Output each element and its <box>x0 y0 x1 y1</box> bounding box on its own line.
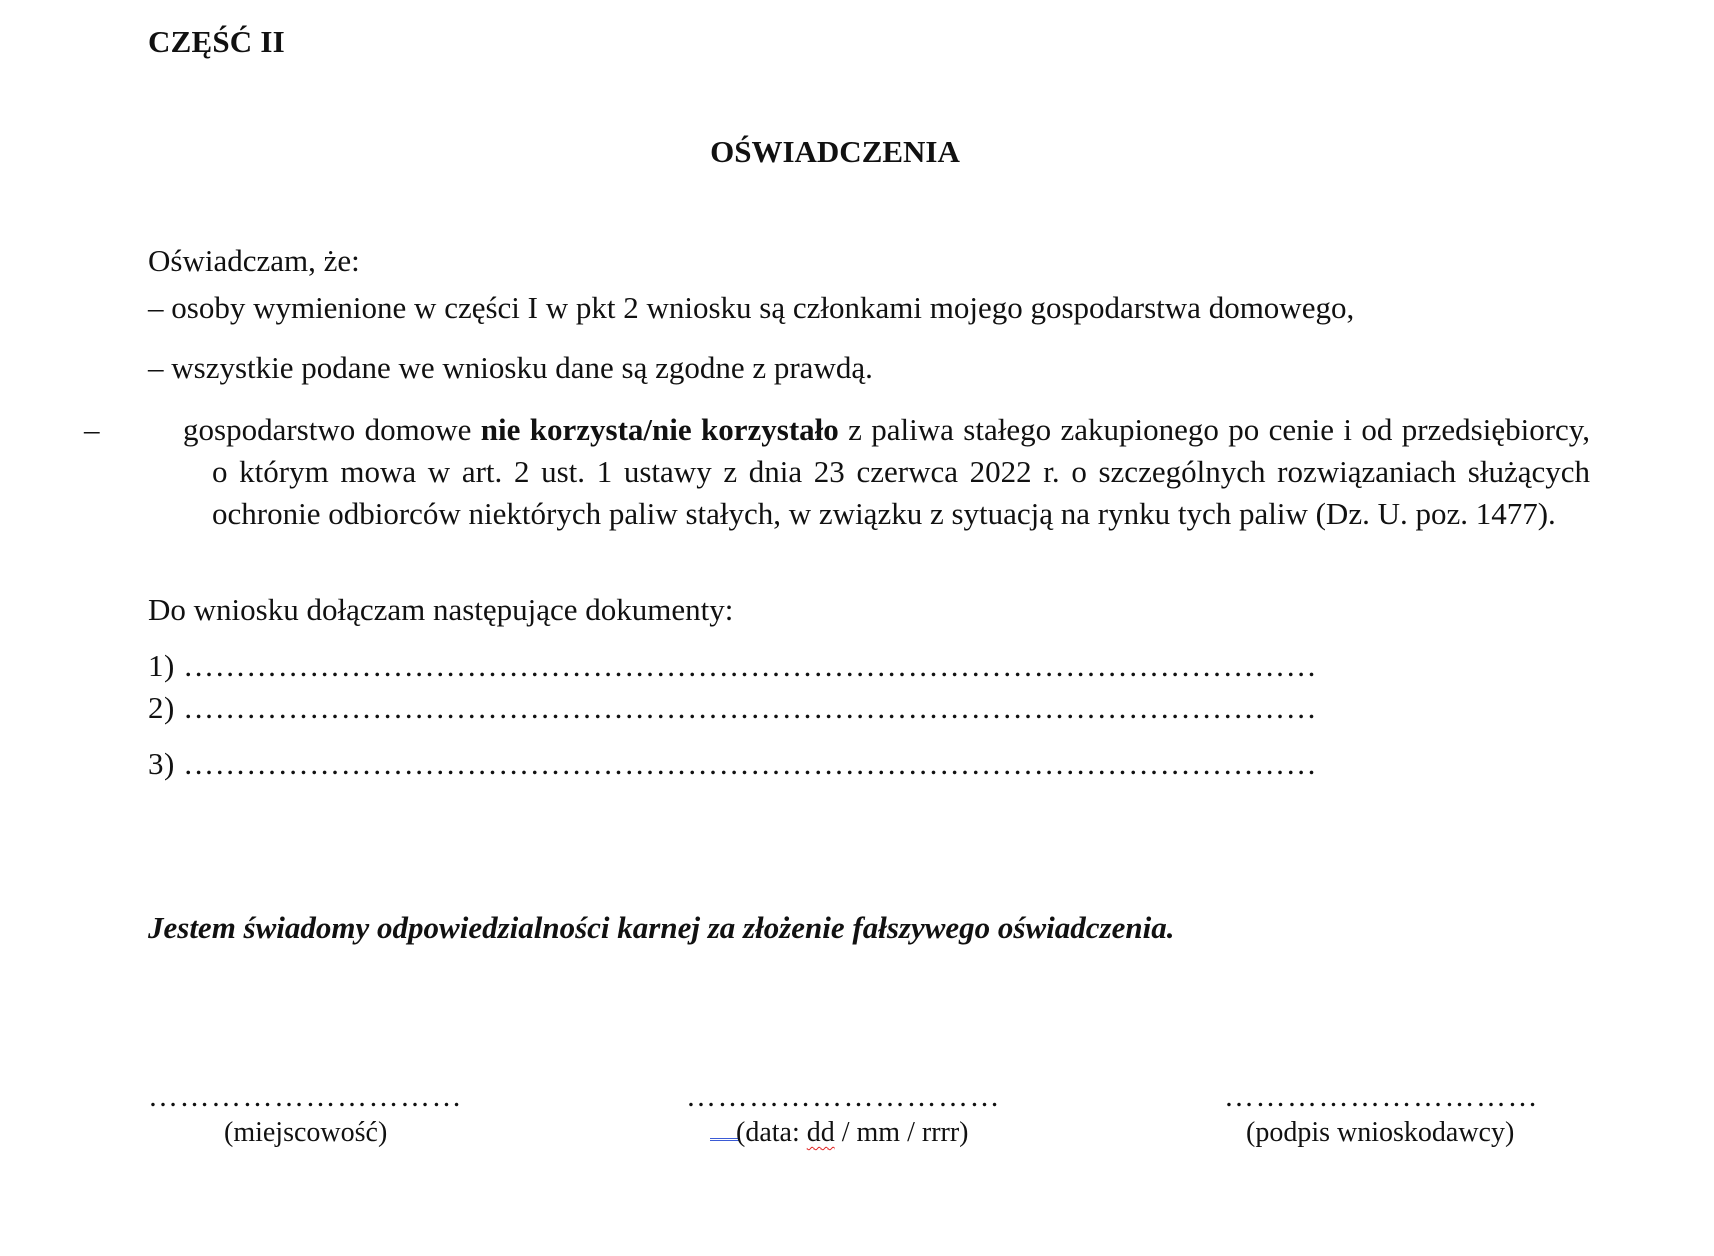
spellcheck-word: dd <box>806 1117 835 1148</box>
attachment-field-2[interactable]: 2) ……………………………………………………………………………………………… <box>148 690 1318 725</box>
part-heading: CZĘŚĆ II <box>148 24 285 59</box>
declaration-household-members: – osoby wymienione w części I w pkt 2 wniosku są członkami mojego gospodarstwa domowego, <box>148 290 1355 325</box>
list-dash: – <box>84 412 100 447</box>
fuel-text-before: gospodarstwo domowe <box>183 412 472 447</box>
fuel-text-after: z paliwa stałego zakupionego po cenie i od przedsiębiorcy, o którym mowa w art. 2 ust. 1 ustawy z dnia 23 czerwca 2022 r. o szczególnych rozwiązaniach służących ochronie odbiorców niektórych paliw stałych, w związku z sytuacją na rynku tych paliw (Dz. U. poz. 1477). <box>212 412 1591 531</box>
liability-statement: Jestem świadomy odpowiedzialności karnej za złożenie fałszywego oświadczenia. <box>148 910 1175 945</box>
date-label-suffix: / mm / rrrr) <box>834 1117 969 1148</box>
date-label <box>710 1117 969 1149</box>
place-label: (miejscowość) <box>224 1117 388 1148</box>
attachment-field-3[interactable]: 3) ……………………………………………………………………………………………… <box>148 746 1318 781</box>
attachment-field-1[interactable]: 1) ……………………………………………………………………………………………… <box>148 648 1318 683</box>
declaration-intro: Oświadczam, że: <box>148 243 360 278</box>
declaration-data-truthful: – wszystkie podane we wniosku dane są zgodne z prawdą. <box>148 350 873 385</box>
signature-label: (podpis wnioskodawcy) <box>1246 1117 1515 1148</box>
declaration-solid-fuel <box>84 409 1591 535</box>
date-field[interactable]: ………………………… <box>686 1080 1001 1113</box>
section-title: OŚWIADCZENIA <box>710 134 960 169</box>
signature-field[interactable]: ………………………… <box>1224 1080 1539 1113</box>
place-field[interactable]: ………………………… <box>148 1080 463 1113</box>
attachments-intro: Do wniosku dołączam następujące dokumenty: <box>148 592 734 627</box>
fuel-text-bold: nie korzysta/nie korzystało <box>480 412 839 447</box>
date-label-prefix: (data: <box>736 1117 807 1148</box>
